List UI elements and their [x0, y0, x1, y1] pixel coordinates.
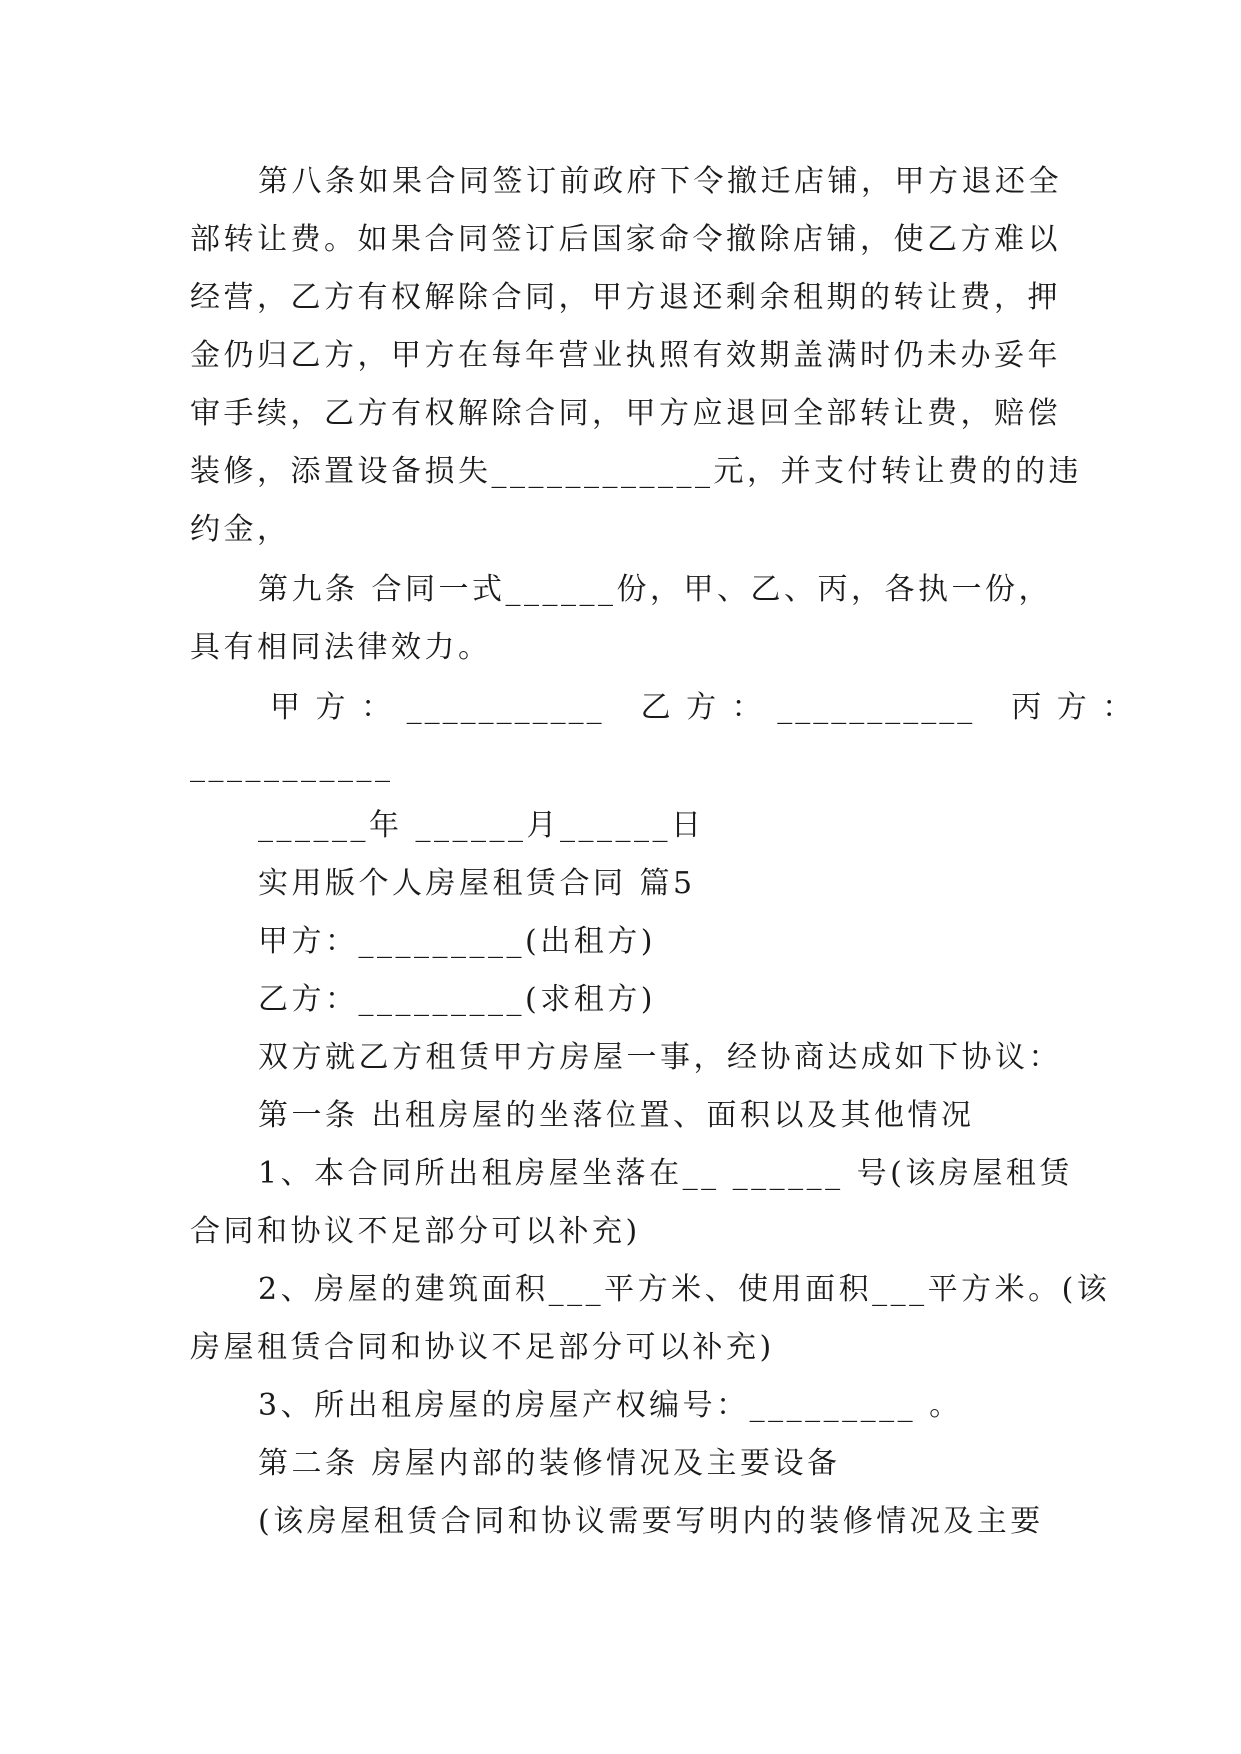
text-line: 第九条 合同一式______份，甲、乙、丙，各执一份， [258, 572, 1053, 607]
text-line: 第八条如果合同签订前政府下令撤迁店铺，甲方退还全 [258, 164, 1062, 199]
text-line: 1、本合同所出租房屋坐落在__ ______ 号(该房屋租赁 [258, 1156, 1073, 1191]
text-line: 金仍归乙方，甲方在每年营业执照有效期盖满时仍未办妥年 [190, 338, 1061, 373]
text-line: 3、所出租房屋的房屋产权编号：_________ 。 [258, 1388, 963, 1423]
signature-party-c: 丙 方 ： [1011, 690, 1136, 725]
signature-row [270, 688, 1135, 728]
text-line: 双方就乙方租赁甲方房屋一事，经协商达成如下协议： [258, 1040, 1062, 1075]
text-line: 甲方：_________(出租方) [258, 924, 656, 959]
text-line: 第二条 房屋内部的装修情况及主要设备 [258, 1446, 841, 1481]
signature-party-b: 乙 方 ： ___________ [640, 690, 976, 725]
text-line: 经营，乙方有权解除合同，甲方退还剩余租期的转让费，押 [190, 280, 1061, 315]
text-line: 房屋租赁合同和协议不足部分可以补充) [190, 1330, 775, 1365]
text-line: 合同和协议不足部分可以补充) [190, 1214, 641, 1249]
text-line: 约金， [190, 512, 291, 547]
signature-blank-line: ___________ [190, 748, 394, 783]
text-line: 部转让费。如果合同签订后国家命令撤除店铺，使乙方难以 [190, 222, 1061, 257]
text-line: 乙方：_________(求租方) [258, 982, 656, 1017]
date-line: ______年 ______月______日 [258, 808, 705, 843]
signature-party-a: 甲 方 ： ___________ [270, 690, 605, 725]
section-heading: 实用版个人房屋租赁合同 篇5 [258, 866, 696, 901]
text-line: 具有相同法律效力。 [190, 630, 492, 665]
text-line: 审手续，乙方有权解除合同，甲方应退回全部转让费，赔偿 [190, 396, 1061, 431]
text-line: 第一条 出租房屋的坐落位置、面积以及其他情况 [258, 1098, 975, 1133]
text-line: (该房屋租赁合同和协议需要写明内的装修情况及主要 [258, 1504, 1044, 1539]
text-line: 2、房屋的建筑面积___平方米、使用面积___平方米。(该 [258, 1272, 1111, 1307]
text-line: 装修，添置设备损失____________元，并支付转让费的的违 [190, 454, 1082, 489]
